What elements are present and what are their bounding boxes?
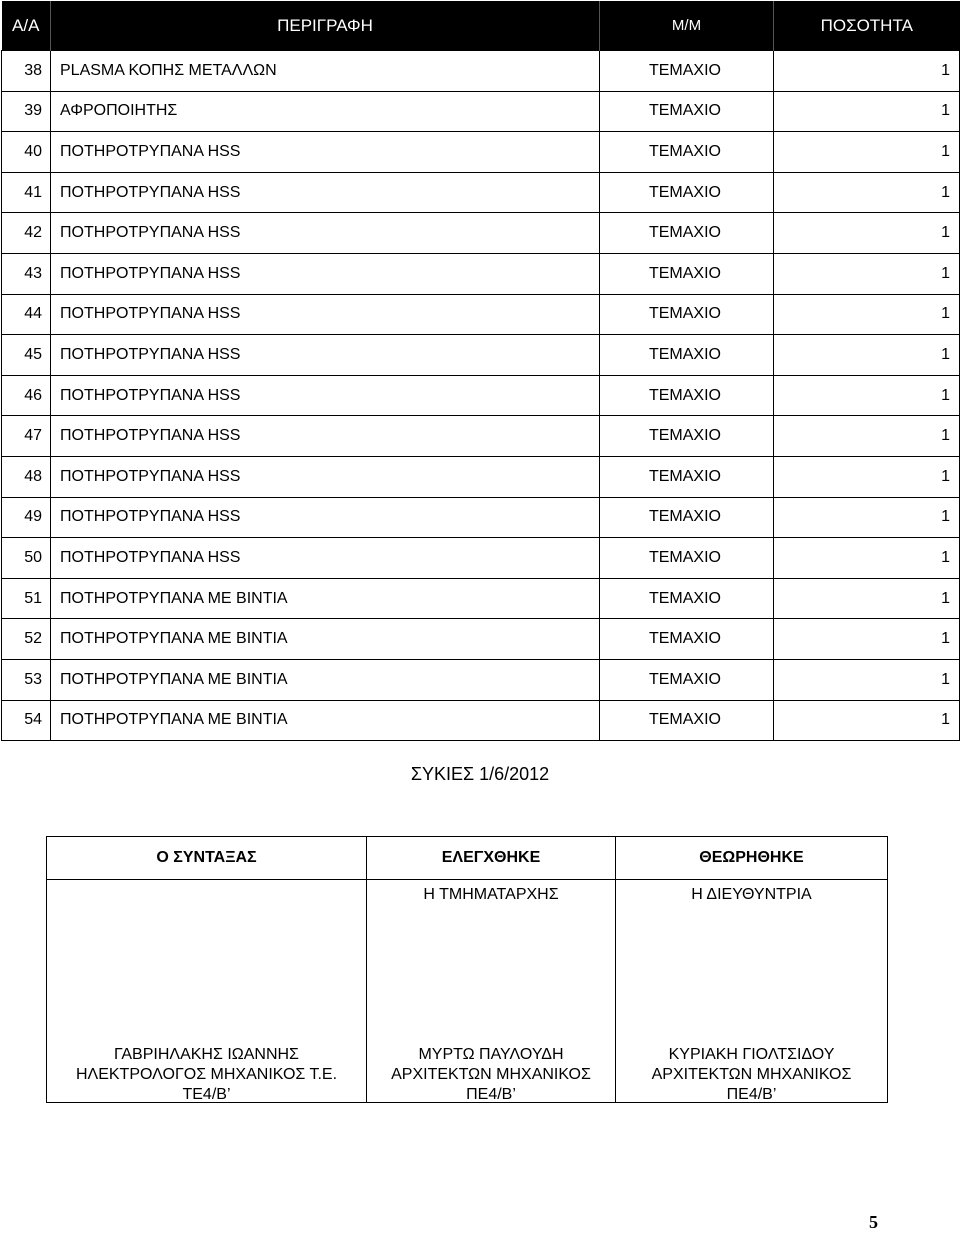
table-row: [2, 253, 960, 294]
row-description: ΠΟΤΗΡΟΤΡΥΠΑΝΑ HSS: [51, 294, 600, 335]
table-row: [2, 659, 960, 700]
row-description: ΠΟΤΗΡΟΤΡΥΠΑΝΑ ΜΕ ΒΙΝΤΙΑ: [51, 659, 600, 700]
row-number: 38: [2, 51, 51, 92]
row-number: 46: [2, 375, 51, 416]
signature-name: ΜΥΡΤΩ ΠΑΥΛΟΥΔΗ: [418, 1046, 564, 1063]
table-row: [2, 132, 960, 173]
row-number: 49: [2, 497, 51, 538]
row-quantity: 1: [774, 294, 960, 335]
row-unit: ΤΕΜΑΧΙΟ: [600, 659, 774, 700]
row-unit: ΤΕΜΑΧΙΟ: [600, 172, 774, 213]
items-table: [1, 1, 960, 741]
row-unit: ΤΕΜΑΧΙΟ: [600, 538, 774, 579]
table-row: [2, 700, 960, 741]
row-description: ΠΟΤΗΡΟΤΡΥΠΑΝΑ HSS: [51, 253, 600, 294]
row-description: ΠΟΤΗΡΟΤΡΥΠΑΝΑ ΜΕ ΒΙΝΤΙΑ: [51, 700, 600, 741]
row-number: 54: [2, 700, 51, 741]
signature-title: ΑΡΧΙΤΕΚΤΩΝ ΜΗΧΑΝΙΚΟΣ: [391, 1066, 591, 1083]
row-number: 51: [2, 578, 51, 619]
row-description: ΠΟΤΗΡΟΤΡΥΠΑΝΑ HSS: [51, 375, 600, 416]
row-number: 50: [2, 538, 51, 579]
signature-cell-approved: [616, 880, 888, 1103]
signature-grade: ΤΕ4/Β’: [182, 1086, 231, 1103]
table-header-row: [2, 1, 960, 51]
row-description: ΠΟΤΗΡΟΤΡΥΠΑΝΑ HSS: [51, 497, 600, 538]
signature-title: ΗΛΕΚΤΡΟΛΟΓΟΣ ΜΗΧΑΝΙΚΟΣ Τ.Ε.: [75, 1066, 338, 1083]
row-description: PLASMA ΚΟΠΗΣ ΜΕΤΑΛΛΩΝ: [51, 51, 600, 92]
table-row: [2, 416, 960, 457]
row-description: ΠΟΤΗΡΟΤΡΥΠΑΝΑ HSS: [51, 538, 600, 579]
row-quantity: 1: [774, 172, 960, 213]
row-quantity: 1: [774, 51, 960, 92]
row-quantity: 1: [774, 132, 960, 173]
header-quantity: ΠΟΣΟΤΗΤΑ: [774, 1, 960, 51]
row-description: ΠΟΤΗΡΟΤΡΥΠΑΝΑ HSS: [51, 172, 600, 213]
row-unit: ΤΕΜΑΧΙΟ: [600, 416, 774, 457]
table-row: [2, 51, 960, 92]
place-date: ΣΥΚΙΕΣ 1/6/2012: [410, 764, 550, 784]
row-unit: ΤΕΜΑΧΙΟ: [600, 253, 774, 294]
row-quantity: 1: [774, 497, 960, 538]
table-row: [2, 578, 960, 619]
table-row: [2, 172, 960, 213]
page-number: 5: [869, 1212, 878, 1232]
row-number: 40: [2, 132, 51, 173]
row-unit: ΤΕΜΑΧΙΟ: [600, 51, 774, 92]
signatures-table: [46, 836, 888, 1103]
row-number: 43: [2, 253, 51, 294]
signature-header-checked: ΕΛΕΓΧΘΗΚΕ: [367, 837, 616, 880]
signature-block: [616, 1045, 887, 1105]
row-quantity: 1: [774, 416, 960, 457]
signature-name: ΓΑΒΡΙΗΛΑΚΗΣ ΙΩΑΝΝΗΣ: [114, 1046, 299, 1063]
header-description: ΠΕΡΙΓΡΑΦΗ: [51, 1, 600, 51]
row-quantity: 1: [774, 213, 960, 254]
table-row: [2, 294, 960, 335]
row-quantity: 1: [774, 253, 960, 294]
row-unit: ΤΕΜΑΧΙΟ: [600, 335, 774, 376]
table-row: [2, 335, 960, 376]
row-number: 41: [2, 172, 51, 213]
row-unit: ΤΕΜΑΧΙΟ: [600, 213, 774, 254]
row-quantity: 1: [774, 91, 960, 132]
row-quantity: 1: [774, 619, 960, 660]
row-unit: ΤΕΜΑΧΙΟ: [600, 375, 774, 416]
row-description: ΑΦΡΟΠΟΙΗΤΗΣ: [51, 91, 600, 132]
row-number: 44: [2, 294, 51, 335]
signature-cell-checked: [367, 880, 616, 1103]
row-unit: ΤΕΜΑΧΙΟ: [600, 700, 774, 741]
row-description: ΠΟΤΗΡΟΤΡΥΠΑΝΑ HSS: [51, 456, 600, 497]
row-number: 42: [2, 213, 51, 254]
row-quantity: 1: [774, 456, 960, 497]
row-number: 47: [2, 416, 51, 457]
signature-grade: ΠΕ4/Β’: [466, 1086, 516, 1103]
table-row: [2, 375, 960, 416]
signature-header-author: Ο ΣΥΝΤΑΞΑΣ: [47, 837, 367, 880]
row-quantity: 1: [774, 375, 960, 416]
table-row: [2, 213, 960, 254]
row-number: 53: [2, 659, 51, 700]
header-unit: Μ/Μ: [600, 1, 774, 51]
row-number: 52: [2, 619, 51, 660]
row-number: 48: [2, 456, 51, 497]
signature-title: ΑΡΧΙΤΕΚΤΩΝ ΜΗΧΑΝΙΚΟΣ: [651, 1066, 852, 1083]
signature-block: [47, 1045, 366, 1105]
signature-grade: ΠΕ4/Β’: [726, 1086, 777, 1103]
signature-name: ΚΥΡΙΑΚΗ ΓΙΟΛΤΣΙΔΟΥ: [668, 1046, 835, 1063]
signature-role: Η ΤΜΗΜΑΤΑΡΧΗΣ: [423, 886, 559, 903]
row-description: ΠΟΤΗΡΟΤΡΥΠΑΝΑ HSS: [51, 416, 600, 457]
table-row: [2, 619, 960, 660]
signature-cell-author: [47, 880, 367, 1103]
signature-header-approved: ΘΕΩΡΗΘΗΚΕ: [616, 837, 888, 880]
signature-block: [367, 1045, 615, 1105]
row-number: 45: [2, 335, 51, 376]
row-quantity: 1: [774, 700, 960, 741]
row-description: ΠΟΤΗΡΟΤΡΥΠΑΝΑ HSS: [51, 335, 600, 376]
row-description: ΠΟΤΗΡΟΤΡΥΠΑΝΑ HSS: [51, 132, 600, 173]
row-unit: ΤΕΜΑΧΙΟ: [600, 294, 774, 335]
signature-role: Η ΔΙΕΥΘΥΝΤΡΙΑ: [691, 886, 812, 903]
row-quantity: 1: [774, 335, 960, 376]
row-unit: ΤΕΜΑΧΙΟ: [600, 456, 774, 497]
row-unit: ΤΕΜΑΧΙΟ: [600, 132, 774, 173]
row-unit: ΤΕΜΑΧΙΟ: [600, 91, 774, 132]
table-row: [2, 91, 960, 132]
table-row: [2, 538, 960, 579]
row-quantity: 1: [774, 578, 960, 619]
row-description: ΠΟΤΗΡΟΤΡΥΠΑΝΑ HSS: [51, 213, 600, 254]
header-num: Α/Α: [2, 1, 51, 51]
row-unit: ΤΕΜΑΧΙΟ: [600, 619, 774, 660]
table-row: [2, 497, 960, 538]
row-unit: ΤΕΜΑΧΙΟ: [600, 497, 774, 538]
row-unit: ΤΕΜΑΧΙΟ: [600, 578, 774, 619]
table-row: [2, 456, 960, 497]
row-quantity: 1: [774, 659, 960, 700]
row-quantity: 1: [774, 538, 960, 579]
row-number: 39: [2, 91, 51, 132]
row-description: ΠΟΤΗΡΟΤΡΥΠΑΝΑ ΜΕ ΒΙΝΤΙΑ: [51, 619, 600, 660]
row-description: ΠΟΤΗΡΟΤΡΥΠΑΝΑ ΜΕ ΒΙΝΤΙΑ: [51, 578, 600, 619]
